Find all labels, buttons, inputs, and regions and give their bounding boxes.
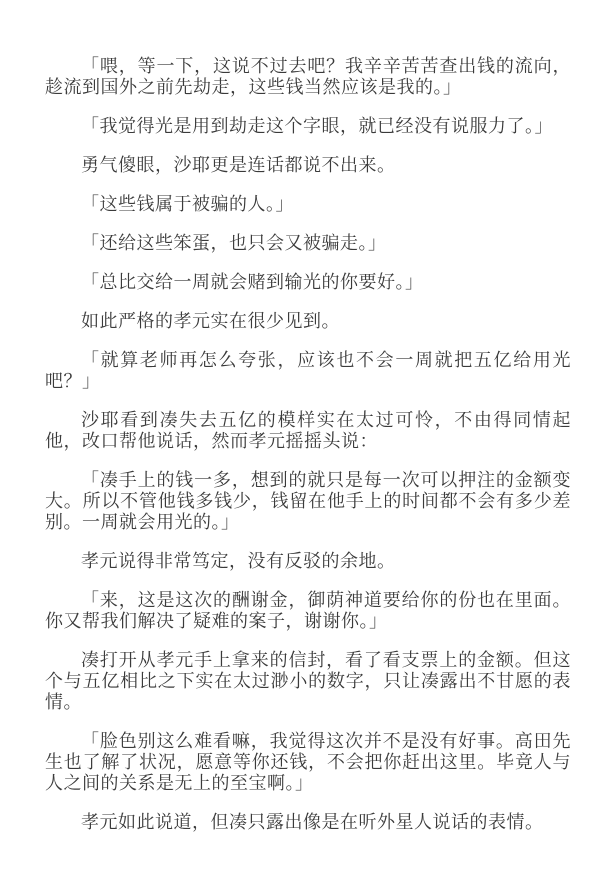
- paragraph-narration-3: 沙耶看到凑失去五亿的模样实在太过可怜，不由得同情起他，改口帮他说话，然而孝元摇摇头说：: [45, 410, 571, 451]
- paragraph-narration-2: 如此严格的孝元实在很少见到。: [81, 311, 340, 331]
- paragraph-dialogue-7: 「凑手上的钱一多，想到的就只是每一次可以押注的金额变大。所以不管他钱多钱少，钱留在他手上的时间都不会有多少差别。一周就会用光的。」: [45, 470, 571, 532]
- paragraph-dialogue-4: 「还给这些笨蛋，也只会又被骗走。」: [81, 233, 387, 253]
- paragraph-dialogue-1: 「喂，等一下，这说不过去吧？我辛辛苦苦查出钱的流向，趁流到国外之前先劫走，这些钱当然应该是我的。」: [45, 56, 571, 97]
- paragraph-narration-4: 孝元说得非常笃定，没有反驳的余地。: [81, 551, 396, 571]
- paragraph-dialogue-5: 「总比交给一周就会赌到输光的你要好。」: [81, 272, 424, 292]
- paragraph-dialogue-2: 「我觉得光是用到劫走这个字眼，就已经没有说服力了。」: [81, 116, 553, 136]
- paragraph-dialogue-6: 「就算老师再怎么夸张，应该也不会一周就把五亿给用光吧？」: [45, 350, 571, 391]
- paragraph-narration-1: 勇气傻眼，沙耶更是连话都说不出来。: [81, 155, 396, 175]
- paragraph-dialogue-3: 「这些钱属于被骗的人。」: [81, 194, 294, 214]
- paragraph-narration-6: 孝元如此说道，但凑只露出像是在听外星人说话的表情。: [81, 812, 544, 832]
- paragraph-dialogue-9: 「脸色别这么难看嘛，我觉得这次并不是没有好事。高田先生也了解了状况，愿意等你还钱，不会把你赶出这里。毕竟人与人之间的关系是无上的至宝啊。」: [45, 731, 571, 793]
- paragraph-narration-5: 凑打开从孝元手上拿来的信封，看了看支票上的金额。但这个与五亿相比之下实在太过渺小的数字，只让凑露出不甘愿的表情。: [45, 650, 571, 712]
- novel-text-body: [45, 56, 571, 833]
- paragraph-dialogue-8: 「来，这是这次的酬谢金，御荫神道要给你的份也在里面。你又帮我们解决了疑难的案子，谢谢你。」: [45, 590, 571, 631]
